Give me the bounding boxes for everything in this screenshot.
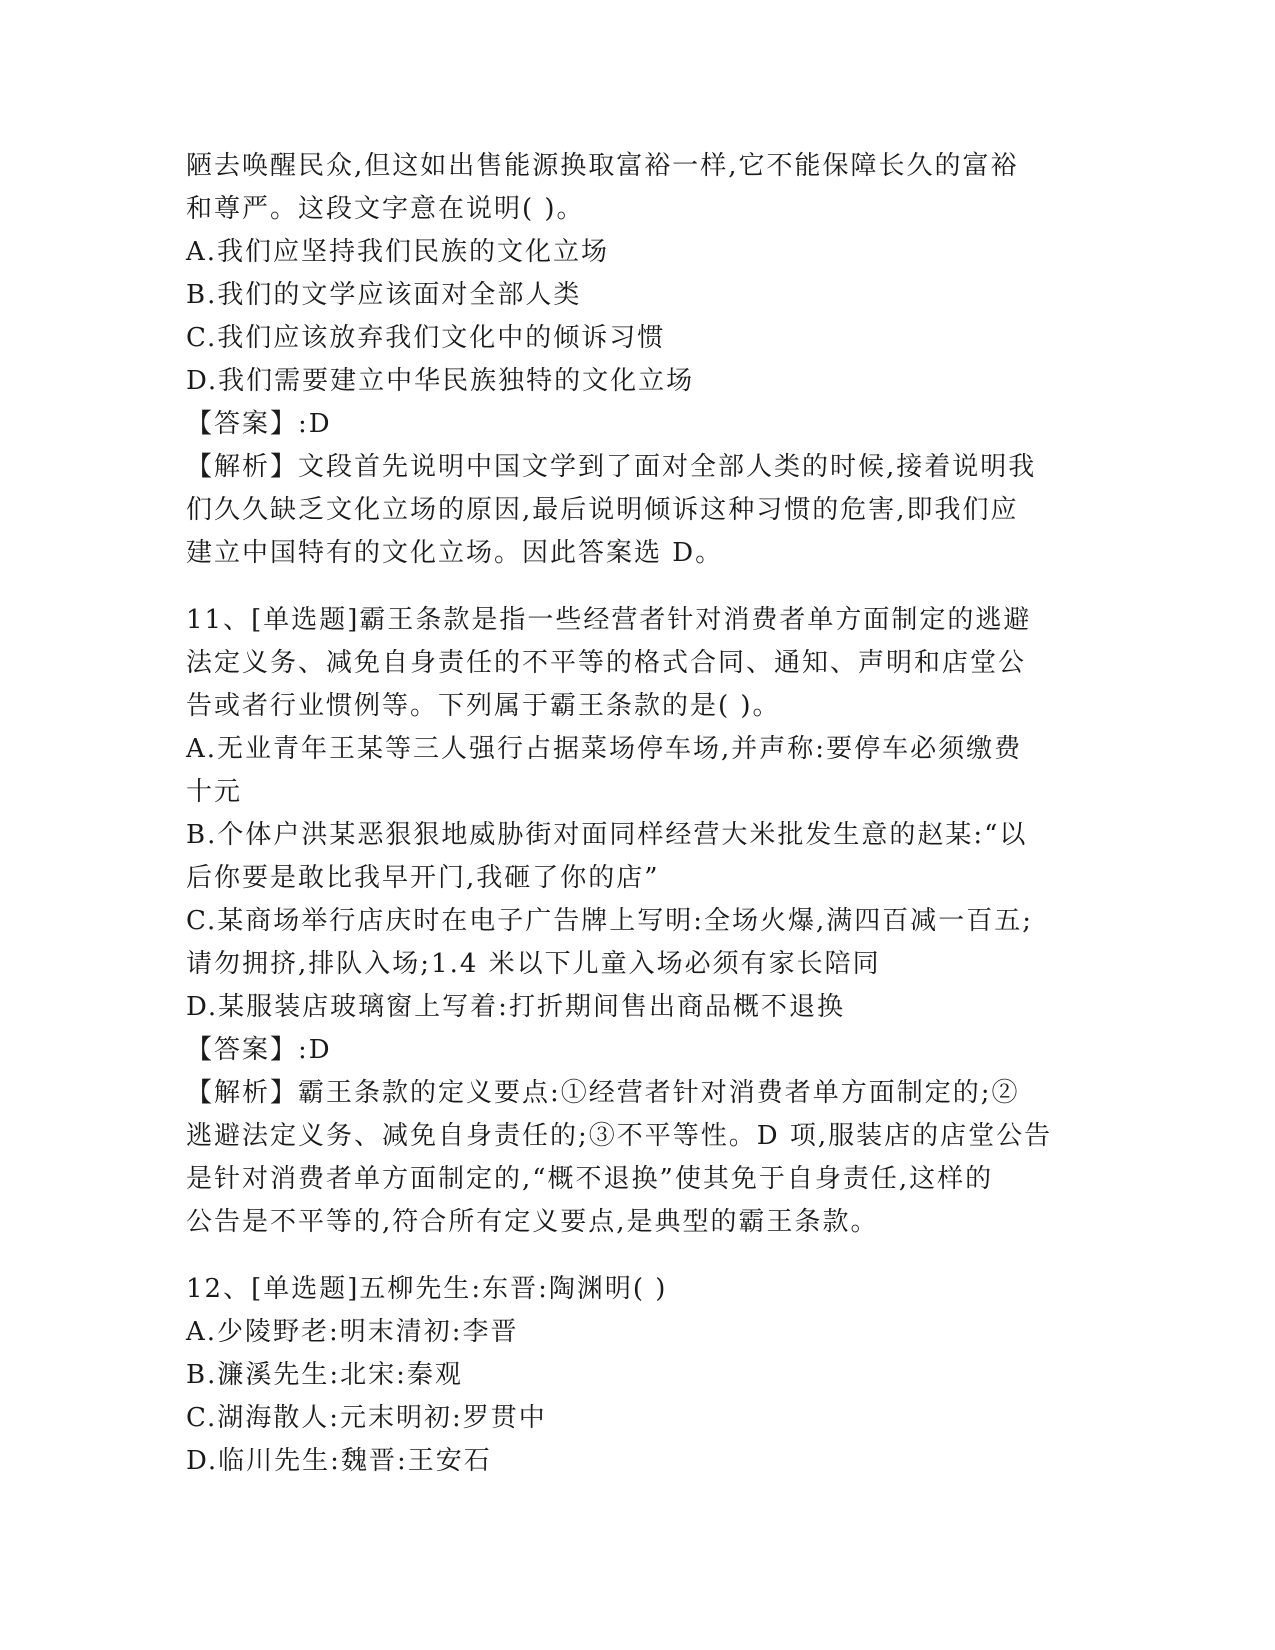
section-gap <box>186 1244 1086 1268</box>
answer-line: 【答案】:D <box>186 1035 332 1065</box>
option-c: C.某商场举行店庆时在电子广告牌上写明:全场火爆,满四百减一百五; <box>186 906 1034 936</box>
option-a: A.少陵野老:明末清初:李晋 <box>186 1317 519 1347</box>
option-b: B.我们的文学应该面对全部人类 <box>186 280 582 310</box>
option-d: D.临川先生:魏晋:王安石 <box>186 1446 492 1476</box>
question-stem-line: 告或者行业惯例等。下列属于霸王条款的是( )。 <box>186 691 781 721</box>
option-b: B.濂溪先生:北宋:秦观 <box>186 1360 463 1390</box>
question-11 <box>186 599 1086 1244</box>
analysis-line: 们久久缺乏文化立场的原因,最后说明倾诉这种习惯的危害,即我们应 <box>186 495 1019 525</box>
question-10-continued <box>186 145 1086 575</box>
option-a: A.无业青年王某等三人强行占据菜场停车场,并声称:要停车必须缴费 <box>186 734 1023 764</box>
analysis-line: 【解析】文段首先说明中国文学到了面对全部人类的时候,接着说明我 <box>186 452 1037 482</box>
option-c-continued: 请勿拥挤,排队入场;1.4 米以下儿童入场必须有家长陪同 <box>186 949 881 979</box>
analysis-line: 公告是不平等的,符合所有定义要点,是典型的霸王条款。 <box>186 1207 879 1237</box>
option-a: A.我们应坚持我们民族的文化立场 <box>186 237 610 267</box>
option-c: C.湖海散人:元末明初:罗贯中 <box>186 1403 547 1433</box>
analysis-line: 建立中国特有的文化立场。因此答案选 D。 <box>186 538 724 568</box>
question-stem-line: 陋去唤醒民众,但这如出售能源换取富裕一样,它不能保障长久的富裕 <box>186 151 1019 181</box>
question-stem-line: 和尊严。这段文字意在说明( )。 <box>186 194 585 224</box>
option-c: C.我们应该放弃我们文化中的倾诉习惯 <box>186 323 666 353</box>
question-12 <box>186 1268 1086 1483</box>
section-gap <box>186 575 1086 599</box>
answer-line: 【答案】:D <box>186 409 332 439</box>
option-d: D.我们需要建立中华民族独特的文化立场 <box>186 366 695 396</box>
option-d: D.某服装店玻璃窗上写着:打折期间售出商品概不退换 <box>186 992 845 1022</box>
option-b: B.个体户洪某恶狠狠地威胁街对面同样经营大米批发生意的赵某:“以 <box>186 820 1028 850</box>
analysis-line: 逃避法定义务、减免自身责任的;③不平等性。D 项,服装店的店堂公告 <box>186 1121 1053 1151</box>
analysis-line: 是针对消费者单方面制定的,“概不退换”使其免于自身责任,这样的 <box>186 1164 994 1194</box>
option-b-continued: 后你要是敢比我早开门,我砸了你的店” <box>186 863 660 893</box>
question-stem-line: 法定义务、减免自身责任的不平等的格式合同、通知、声明和店堂公 <box>186 648 1027 678</box>
analysis-line: 【解析】霸王条款的定义要点:①经营者针对消费者单方面制定的;② <box>186 1078 1020 1108</box>
option-a-continued: 十元 <box>186 777 243 807</box>
question-stem-line: 12、[单选题]五柳先生:东晋:陶渊明( ) <box>186 1274 668 1304</box>
question-stem-line: 11、[单选题]霸王条款是指一些经营者针对消费者单方面制定的逃避 <box>186 605 1032 635</box>
document-page <box>186 145 1086 1483</box>
